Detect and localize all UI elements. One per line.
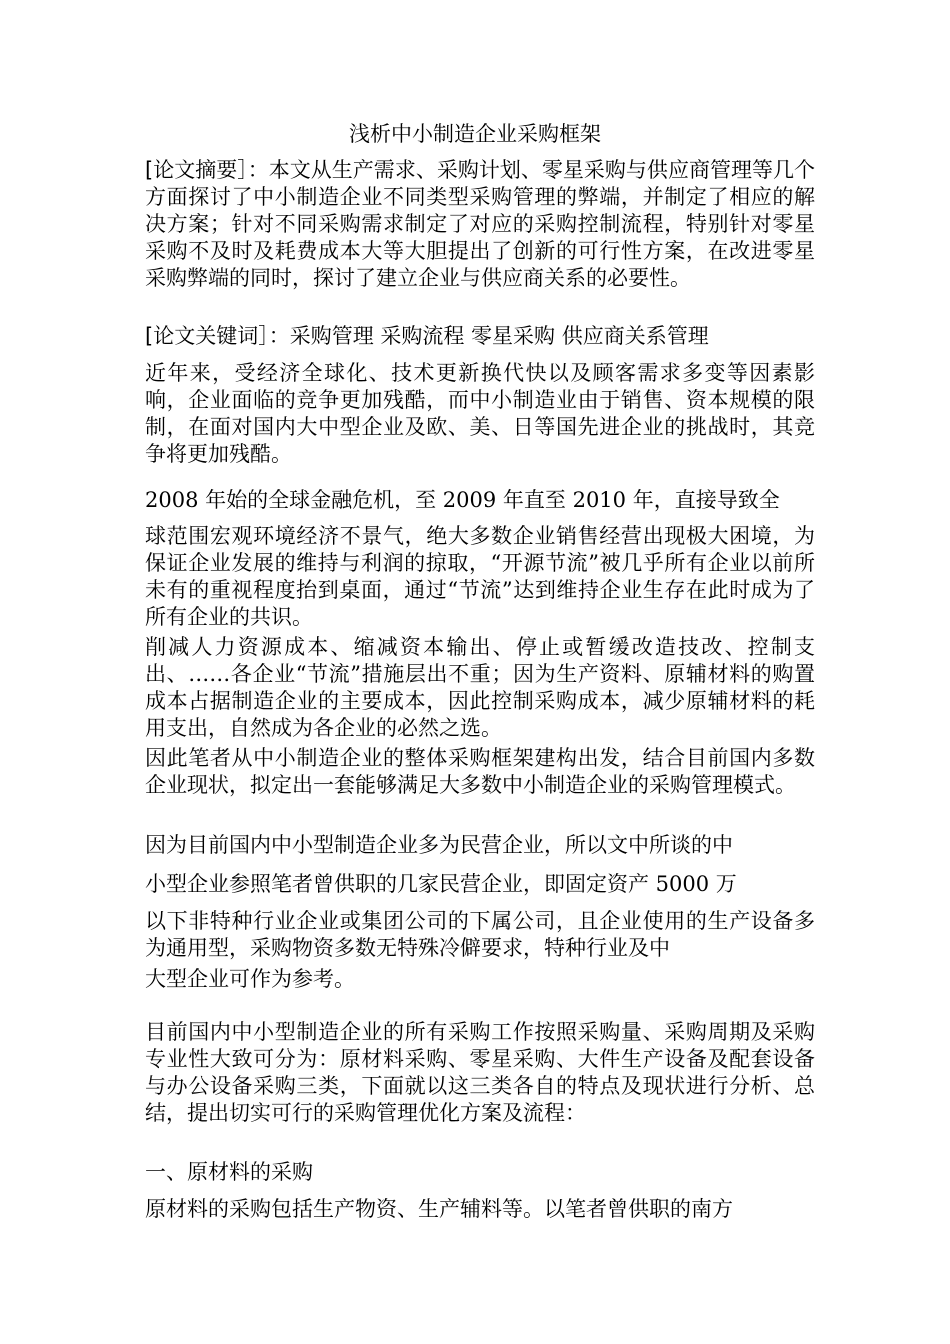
keywords-text: 采购管理 采购流程 零星采购 供应商关系管理 [289,324,709,348]
body-paragraph-5-line-2: 小型企业参照笔者曾供职的几家民营企业，即固定资产 5000 万 [145,872,737,896]
abstract-label: [论文摘要］： [145,158,269,182]
body-paragraph-5-line-3: 以下非特种行业企业或集团公司的下属公司，且企业使用的生产设备多为通用型，采购物资多数无特殊冷僻要求，特种行业及中 [145,909,815,960]
abstract-text: 本文从生产需求、采购计划、零星采购与供应商管理等几个方面探讨了中小制造企业不同类型采购管理的弊端，并制定了相应的解决方案；针对不同采购需求制定了对应的采购控制流程，特别针对零星采购不及时及耗费成本大等大胆提出了创新的可行性方案，在改进零星采购弊端的同时，探讨了建立企业与供应商关系的必要性。 [145,158,815,290]
section-heading-1: 一、原材料的采购 [145,1160,313,1184]
body-paragraph-2-line-1: 2008 年始的全球金融危机，至 2009 年直至 2010 年，直接导致全 [145,488,780,512]
body-paragraph-2: 球范围宏观环境经济不景气，绝大多数企业销售经营出现极大困境，为保证企业发展的维持与利润的掠取，“开源节流”被几乎所有企业以前所未有的重视程度抬到桌面，通过“节流”达到维持企业生存在此时成为了所有企业的共识。 [145,524,815,629]
keywords-line [145,323,825,350]
body-paragraph-7: 原材料的采购包括生产物资、生产辅料等。以笔者曾供职的南方 [145,1197,733,1221]
body-paragraph-5-line-1: 因为目前国内中小型制造企业多为民营企业，所以文中所谈的中 [145,833,733,857]
body-paragraph-6: 目前国内中小型制造企业的所有采购工作按照采购量、采购周期及采购专业性大致可分为：原材料采购、零星采购、大件生产设备及配套设备与办公设备采购三类，下面就以这三类各自的特点及现状进行分析、总结，提出切实可行的采购管理优化方案及流程： [145,1020,815,1125]
body-paragraph-1: 近年来，受经济全球化、技术更新换代快以及顾客需求多变等因素影响，企业面临的竞争更加残酷，而中小制造业由于销售、资本规模的限制，在面对国内大中型企业及欧、美、日等国先进企业的挑战时，其竞争将更加残酷。 [145,361,815,466]
document-title: 浅析中小制造企业采购框架 [349,122,601,146]
body-paragraph-5-line-4: 大型企业可作为参考。 [145,967,355,991]
keywords-label: [论文关键词］： [145,324,290,348]
body-paragraph-4: 因此笔者从中小制造企业的整体采购框架建构出发，结合目前国内多数企业现状，拟定出一套能够满足大多数中小制造企业的采购管理模式。 [145,746,815,797]
body-paragraph-3: 削减人力资源成本、缩减资本输出、停止或暂缓改造技改、控制支出、……各企业“节流”措施层出不重；因为生产资料、原辅材料的购置成本占据制造企业的主要成本，因此控制采购成本，减少原辅材料的耗用支出，自然成为各企业的必然之选。 [145,635,815,740]
abstract-paragraph [145,157,815,292]
